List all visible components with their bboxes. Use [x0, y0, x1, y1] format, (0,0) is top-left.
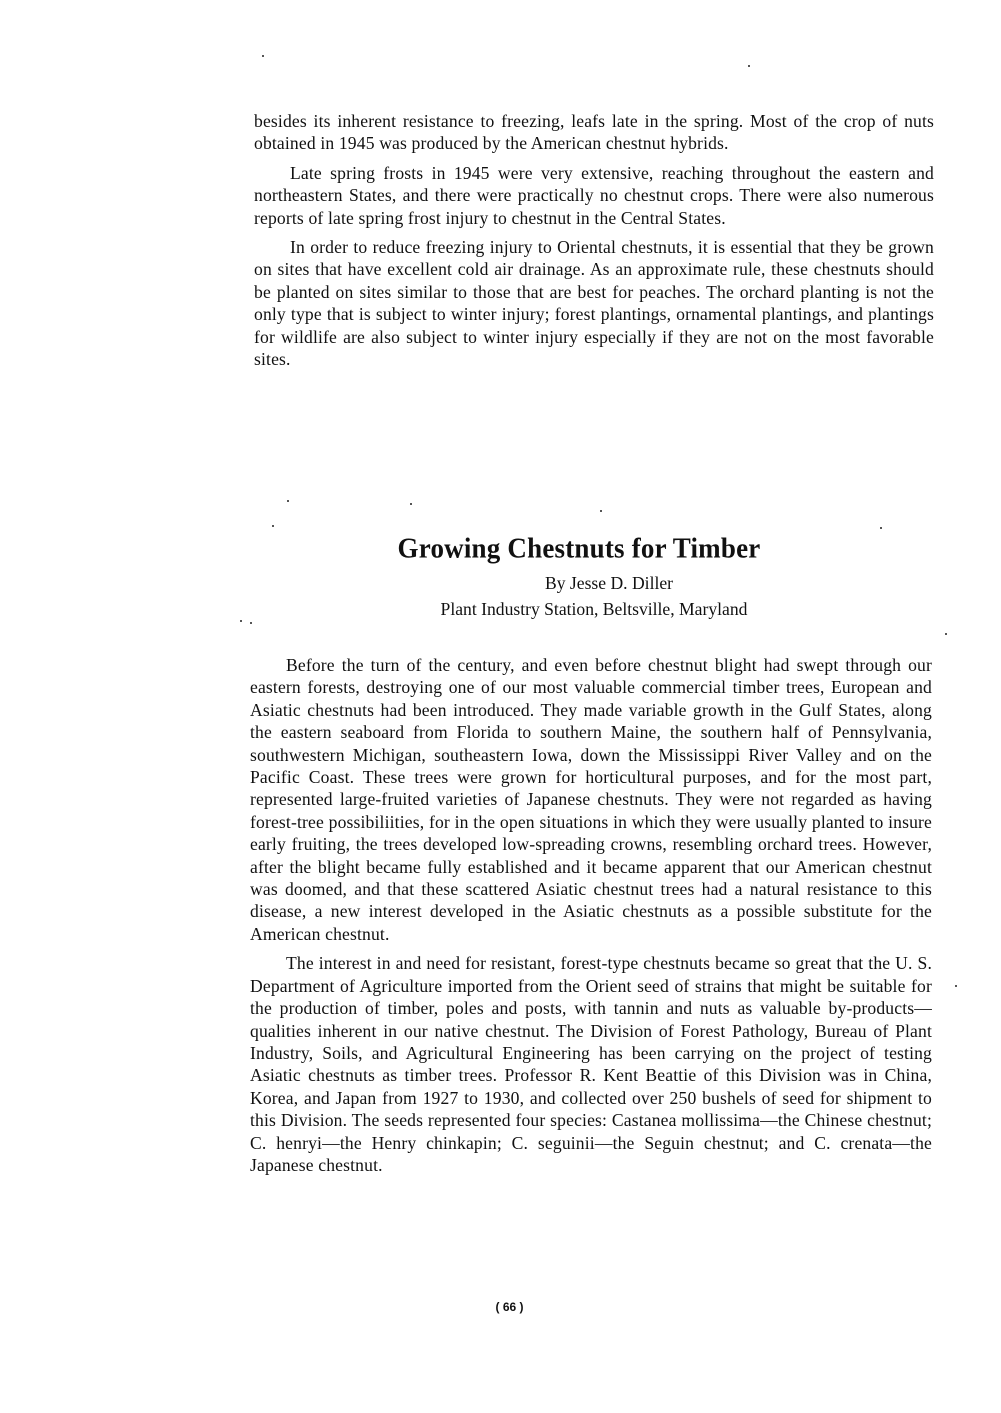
scan-speck [945, 633, 947, 635]
article-title: Growing Chestnuts for Timber [397, 532, 761, 564]
scan-speck [287, 500, 289, 502]
scan-speck [410, 503, 412, 505]
scan-speck [880, 527, 882, 529]
scan-speck [240, 620, 242, 622]
author-affiliation: Plant Industry Station, Beltsville, Maryland [440, 599, 748, 619]
paragraph: In order to reduce freezing injury to Oriental chestnuts, it is essential that they be grown on sites that have excellent cold air drainage. As an approximate rule, these chestnuts should be planted on sites similar to those that are best for peaches. The orchard planting is not the only type that is subject to winter injury; forest plantings, ornamental plantings, and plantings for wildlife are also subject to winter injury especially if they are not on the most favorable sites. [254, 237, 934, 370]
previous-article-continuation [254, 110, 934, 370]
page-number: ( 66 ) [495, 1300, 524, 1314]
article-header [254, 530, 934, 621]
scan-speck [262, 55, 264, 57]
scan-speck [955, 985, 957, 987]
scan-speck [250, 622, 252, 624]
article-body [250, 654, 932, 1176]
paragraph: The interest in and need for resistant, forest-type chestnuts became so great that the U. S. Department of Agriculture imported from the Orient seed of strains that might be suitable for the production of timber, poles and posts, with tannin and nuts as valuable by-products—qualities inherent in our native chestnut. The Division of Forest Pathology, Bureau of Plant Industry, Soils, and Agricultural Engineering has been carrying on the project of testing Asiatic chestnuts as timber trees. Professor R. Kent Beattie of this Division was in China, Korea, and Japan from 1927 to 1930, and collected over 250 bushels of seed for shipment to this Division. The seeds represented four species: Castanea mollissima—the Chinese chestnut; C. henryi—the Henry chinkapin; C. seguinii—the Seguin chestnut; and C. crenata—the Japanese chestnut. [250, 953, 932, 1175]
scan-speck [272, 525, 274, 527]
scan-speck [748, 65, 750, 67]
article-byline: By Jesse D. Diller [544, 573, 674, 593]
scan-speck [600, 510, 602, 512]
paragraph: Before the turn of the century, and even before chestnut blight had swept through our eastern forests, destroying one of our most valuable commercial timber trees, European and Asiatic chestnuts had been introduced. They made variable growth in the Gulf States, along the eastern seaboard from Florida to southern Maine, the southern half of Pennsylvania, southwestern Michigan, southeastern Iowa, down the Mississippi River Valley and on the Pacific Coast. These trees were grown for horticultural purposes, and for the most part, represented large-fruited varieties of Japanese chestnuts. They were not regarded as having forest-tree possibiliities, for in the open situations in which they were usually planted to insure early fruiting, the trees developed low-spreading crowns, resembling orchard trees. However, after the blight became fully established and it became apparent that our American chestnut was doomed, and that these scattered Asiatic chestnut trees had a natural resistance to this disease, a new interest developed in the Asiatic chestnuts as a possible substitute for the American chestnut. [250, 655, 932, 944]
paragraph: Late spring frosts in 1945 were very extensive, reaching throughout the eastern and northeastern States, and there were practically no chestnut crops. There were also numerous reports of late spring frost injury to chestnut in the Central States. [254, 162, 934, 228]
paragraph: besides its inherent resistance to freezing, leafs late in the spring. Most of the crop of nuts obtained in 1945 was produced by the American chestnut hybrids. [254, 111, 934, 154]
